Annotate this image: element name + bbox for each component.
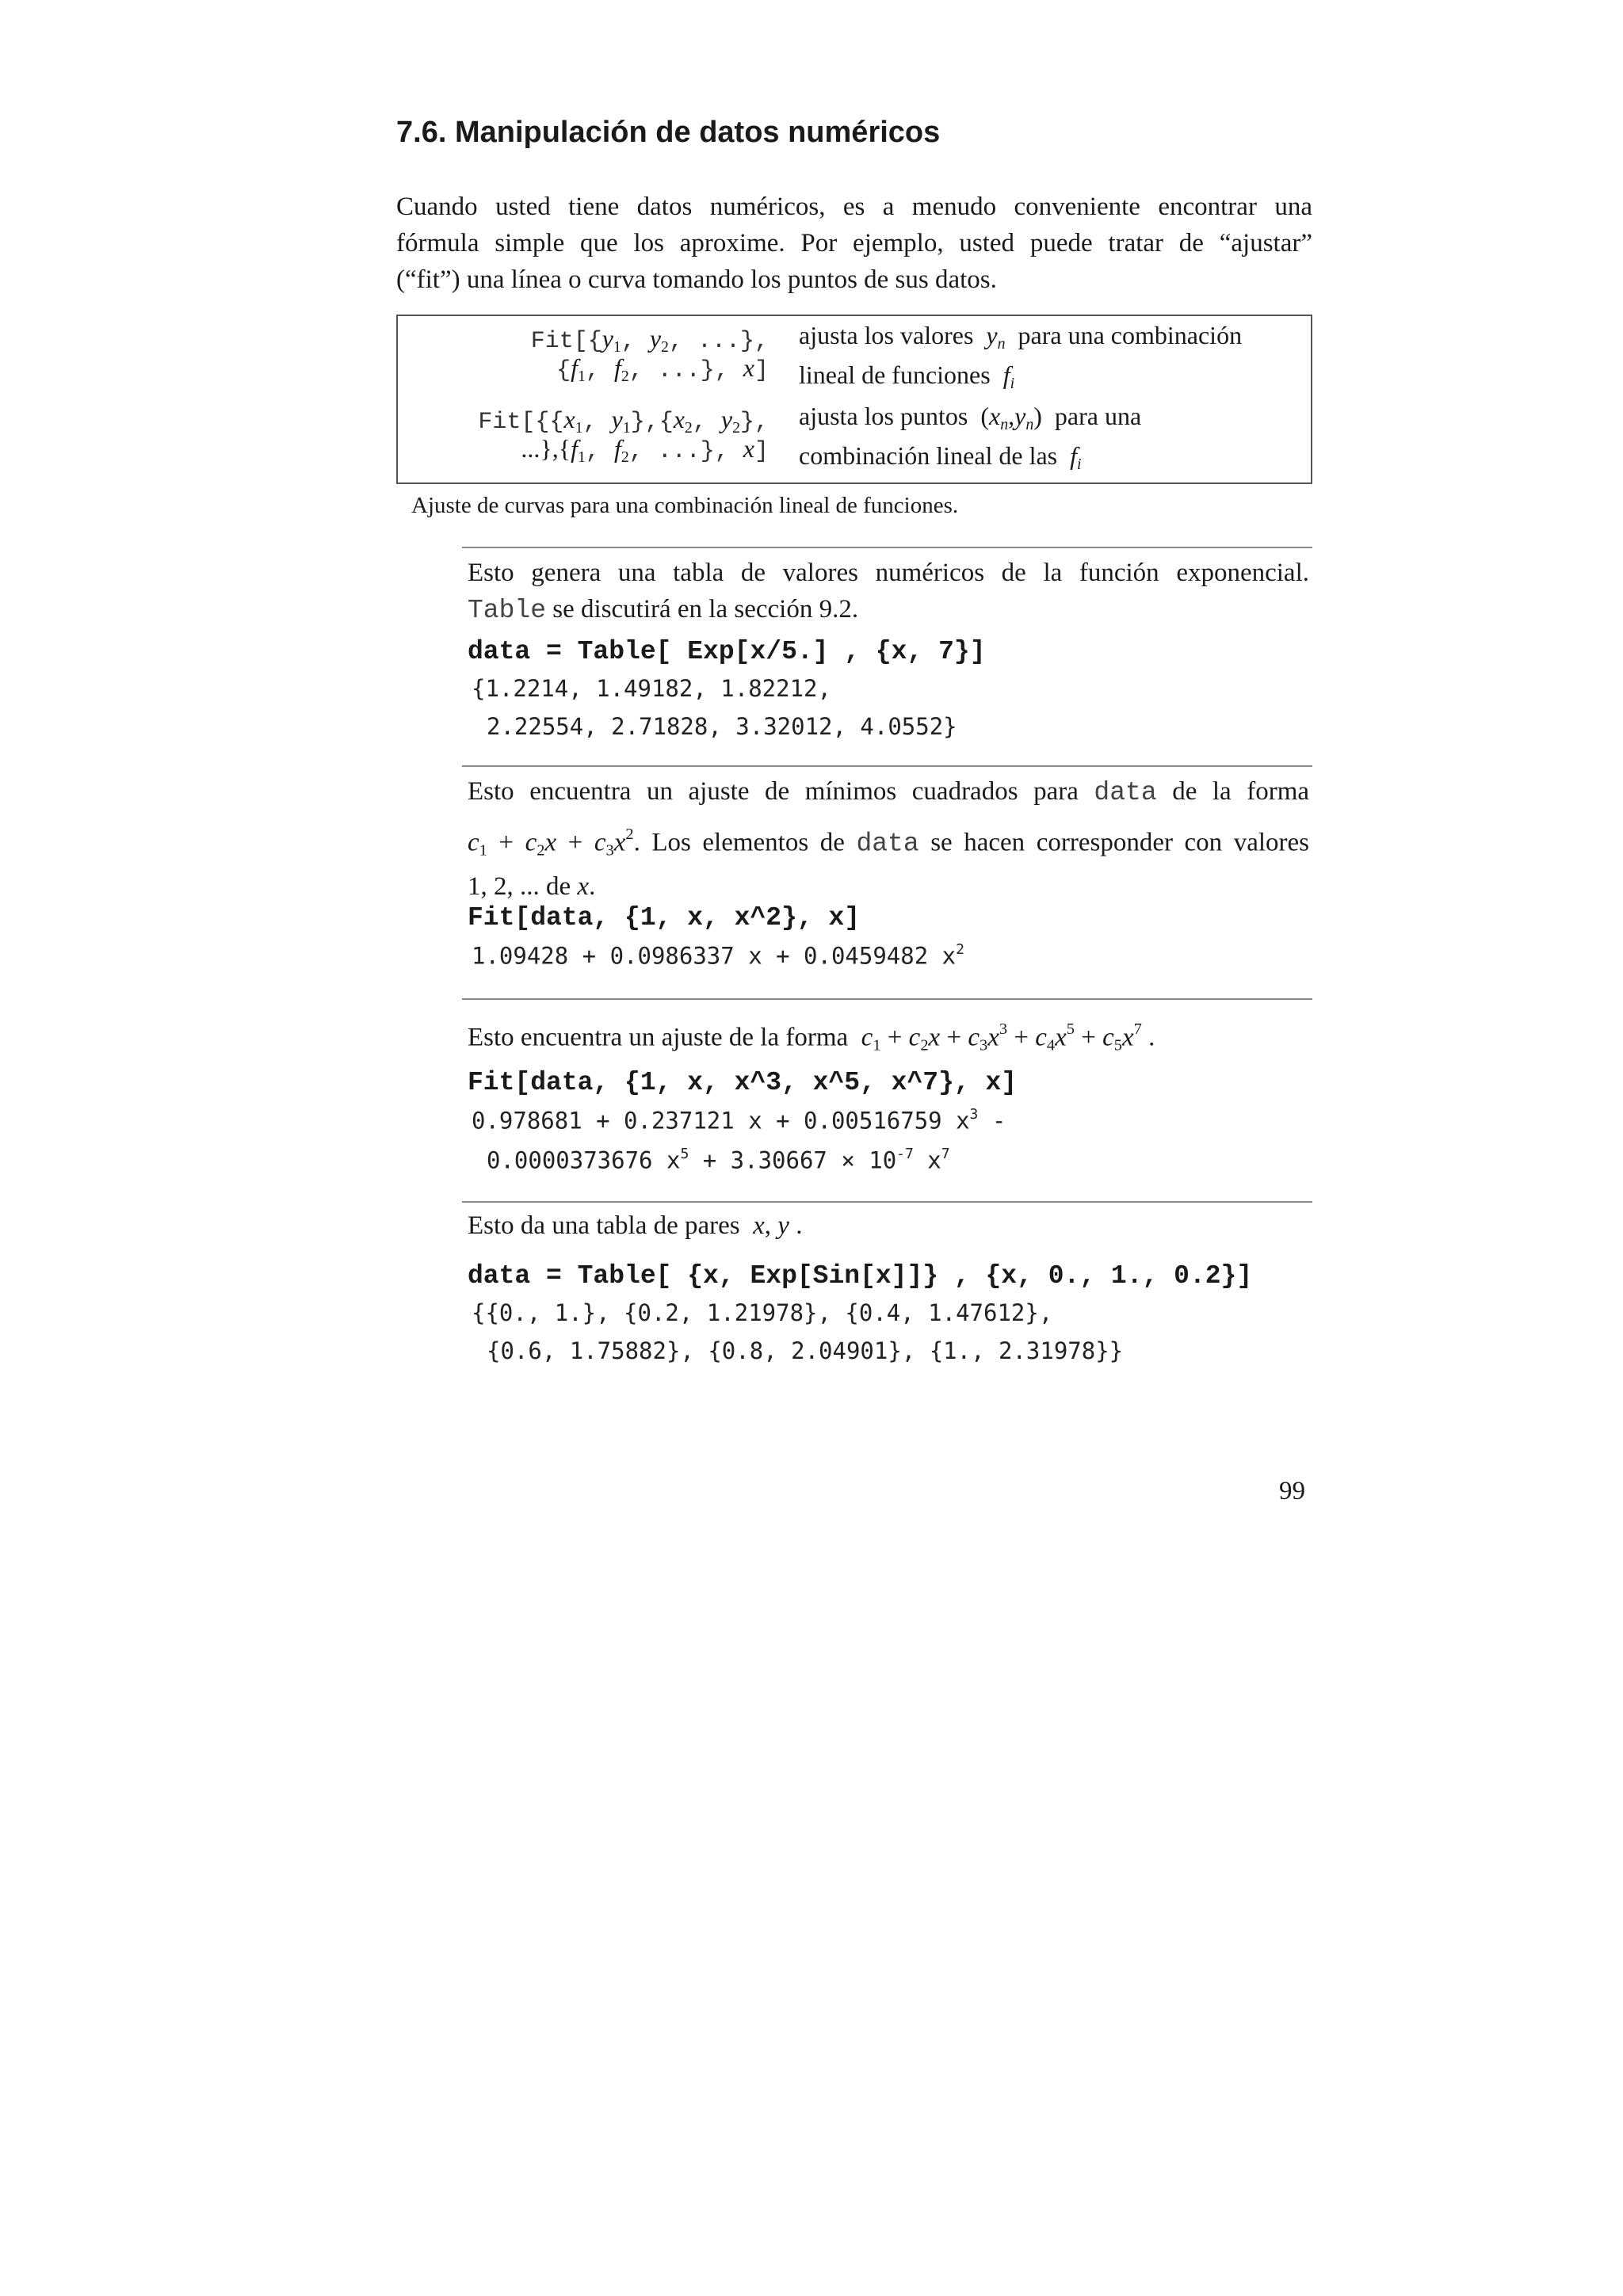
block-4-input: data = Table[ {x, Exp[Sin[x]]} , {x, 0., 1., 0.2}] [468,1261,1253,1291]
block-2-text-line1: Esto encuentra un ajuste de mínimos cuadrados para data de la forma [468,777,1310,807]
block-4-output-line1: {{0., 1.}, {0.2, 1.21978}, {0.4, 1.47612}, [472,1299,1053,1326]
fit-description-1-line1: ajusta los valores $y_n$ para una combinación [799,321,1243,353]
function-table [396,315,1312,484]
table-caption: Ajuste de curvas para una combinación lineal de funciones. [411,493,959,518]
block-1-output-line1: {1.2214, 1.49182, 1.82212, [472,675,831,702]
block-3-input: Fit[data, {1, x, x^3, x^5, x^7}, x] [468,1068,1018,1097]
divider [462,1201,1312,1203]
block-2-text-line2: $c_1 + c_2x + c_3x^2$. Los elementos de data se hacen corresponder con valores [468,826,1309,860]
fit-description-2-line2: combinación lineal de las $f_i$ [799,441,1082,473]
block-1-description [468,555,1309,629]
block-2-input: Fit[data, {1, x, x^2}, x] [468,903,861,933]
fit-description-1-line2: lineal de funciones $f_i$ [799,360,1015,392]
block-1-input: data = Table[ Exp[x/5.] , {x, 7}] [468,637,986,666]
block-3-description: Esto encuentra un ajuste de la forma $c_1 + c_2x + c_3x^3 + c_4x^5 + c_5x^7$ . [468,1020,1155,1055]
fit-syntax-1-line2: {$f_1$, $f_2$, ...}, x] [556,353,769,385]
block-4-description: Esto da una tabla de pares x, y . [468,1211,803,1240]
block-1-output-line2: 2.22554, 2.71828, 3.32012, 4.0552} [487,713,957,740]
intro-line: (“fit”) una línea o curva tomando los puntos de sus datos. [396,265,997,294]
block-3-output-line1: 0.978681 + 0.237121 x + 0.00516759 $x^3$ - [472,1106,1006,1135]
fit-syntax-1-line1: $Fit[\{y_1$, $y_2$, ...}, [530,324,769,356]
block-2-text-line3: 1, 2, ... de x. [468,872,596,902]
divider [462,998,1312,1000]
fit-syntax-2-line2: $...\},\{f_1$, $f_2$, ...}, x] [521,434,769,466]
section-title: 7.6. Manipulación de datos numéricos [396,116,941,149]
block-3-output-line2: 0.0000373676 $x^5 + 3.30667 \times 10^{-7}$ $x^7$ [487,1146,950,1174]
divider [462,765,1312,767]
fit-description-2-line1: ajusta los puntos $(x_n,y_n)$ para una [799,402,1142,433]
fit-syntax-2-line1: $Fit[\{\{x_1$, $y_1\},\{x_2$, $y_2$}, [478,405,769,437]
block-2-description [468,773,1309,905]
block-4-output-line2: {0.6, 1.75882}, {0.8, 2.04901}, {1., 2.31978}} [487,1337,1124,1364]
intro-line: Cuando usted tiene datos numéricos, es a menudo conveniente encontrar una [396,193,1312,221]
intro-line: fórmula simple que los aproxime. Por ejemplo, usted puede tratar de “ajustar” [396,229,1312,257]
page-number: 99 [1279,1477,1305,1505]
block-1-text-line2: Table se discutirá en la sección 9.2. [468,595,859,625]
divider [462,547,1312,548]
block-1-text-line1: Esto genera una tabla de valores numéricos de la función exponencial. [468,559,1309,587]
intro-paragraph [396,189,1312,298]
block-2-output: 1.09428 + 0.0986337 x + 0.0459482 $x^2$ [472,941,964,970]
